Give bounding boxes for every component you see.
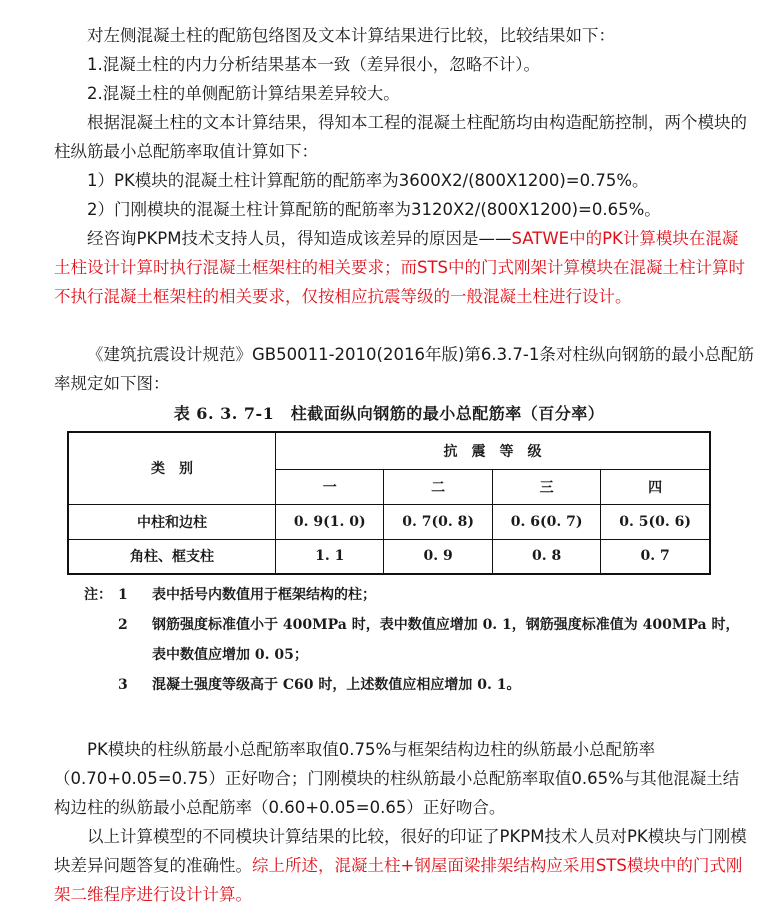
cell-value: 0. 5(0. 6) [601, 504, 710, 539]
paragraph-reason [54, 224, 754, 311]
paragraph-conclusion [54, 822, 754, 909]
reason-lead: 经咨询PKPM技术支持人员，得知造成该差异的原因是—— [87, 229, 512, 248]
paragraph-pk-ratio: 1）PK模块的混凝土柱计算配筋的配筋率为3600X2/(800X1200)=0.75%。 [87, 171, 649, 190]
cell-value: 0. 7(0. 8) [384, 504, 492, 539]
note-number: 1 [118, 587, 128, 603]
note-item [84, 670, 744, 700]
header-level-1: 一 [276, 469, 384, 504]
paragraph-mengang-ratio: 2）门刚模块的混凝土柱计算配筋的配筋率为3120X2/(800X1200)=0.65%。 [87, 200, 661, 219]
note-text: 钢筋强度标准值小于 400MPa 时，表中数值应增加 0. 1，钢筋强度标准值为 400MPa 时，表中数值应增加 0. 05； [152, 617, 740, 663]
paragraph-analysis: 根据混凝土柱的文本计算结果，得知本工程的混凝土柱配筋均由构造配筋控制，两个模块的柱纵筋最小总配筋率取值计算如下： [54, 113, 747, 161]
header-level-3: 三 [492, 469, 600, 504]
conclusion-highlight: 综上所述，混凝土柱+钢屋面梁排架结构应采用STS模块中的门式刚架二维程序进行设计计算。 [54, 856, 743, 904]
paragraph-intro: 对左侧混凝土柱的配筋包络图及文本计算结果进行比较，比较结果如下： [87, 26, 615, 45]
cell-value: 0. 6(0. 7) [492, 504, 600, 539]
cell-value: 0. 7 [601, 539, 710, 574]
header-seismic-grade: 抗 震 等 级 [276, 432, 711, 469]
reinforcement-ratio-table [67, 431, 711, 575]
note-number: 2 [118, 617, 128, 633]
note-text: 混凝土强度等级高于 C60 时，上述数值应相应增加 0. 1。 [152, 677, 521, 693]
conclusion-lead: 以上计算模型的不同模块计算结果的比较，很好的印证了PKPM技术人员对PK模块与门刚模块差异问题答复的准确性。 [54, 827, 747, 875]
note-number: 3 [118, 677, 128, 693]
note-item [84, 580, 744, 610]
header-level-2: 二 [384, 469, 492, 504]
paragraph-comparison: PK模块的柱纵筋最小总配筋率取值0.75%与框架结构边柱的纵筋最小总配筋率（0.70+0.05=0.75）正好吻合；门刚模块的柱纵筋最小总配筋率取值0.65%与其他混凝土结构边柱的纵筋最小总配筋率（0.60+0.05=0.65）正好吻合。 [54, 740, 740, 817]
note-item [84, 610, 744, 670]
paragraph-code-reference: 《建筑抗震设计规范》GB50011-2010(2016年版)第6.3.7-1条对柱纵向钢筋的最小总配筋率规定如下图： [54, 345, 754, 393]
header-category: 类 别 [68, 432, 276, 504]
reason-highlight: SATWE中的PK计算模块在混凝土柱设计计算时执行混凝土框架柱的相关要求；而STS中的门式刚架计算模块在混凝土柱计算时不执行混凝土框架柱的相关要求，仅按相应抗震等级的一般混凝土柱进行设计。 [54, 229, 746, 306]
table-row [68, 504, 710, 539]
paragraph-result-2: 2.混凝土柱的单侧配筋计算结果差异较大。 [87, 84, 400, 103]
note-text: 表中括号内数值用于框架结构的柱； [152, 587, 376, 603]
row-label: 角柱、框支柱 [68, 539, 276, 574]
row-label: 中柱和边柱 [68, 504, 276, 539]
paragraph-result-1: 1.混凝土柱的内力分析结果基本一致（差异很小，忽略不计）。 [87, 55, 540, 74]
notes-label: 注： [84, 587, 112, 603]
table-title: 表 6. 3. 7-1 柱截面纵向钢筋的最小总配筋率（百分率） [173, 404, 605, 423]
cell-value: 0. 9 [384, 539, 492, 574]
cell-value: 0. 8 [492, 539, 600, 574]
cell-value: 0. 9(1. 0) [276, 504, 384, 539]
table-notes [84, 580, 744, 700]
cell-value: 1. 1 [276, 539, 384, 574]
header-level-4: 四 [601, 469, 710, 504]
table-row [68, 539, 710, 574]
